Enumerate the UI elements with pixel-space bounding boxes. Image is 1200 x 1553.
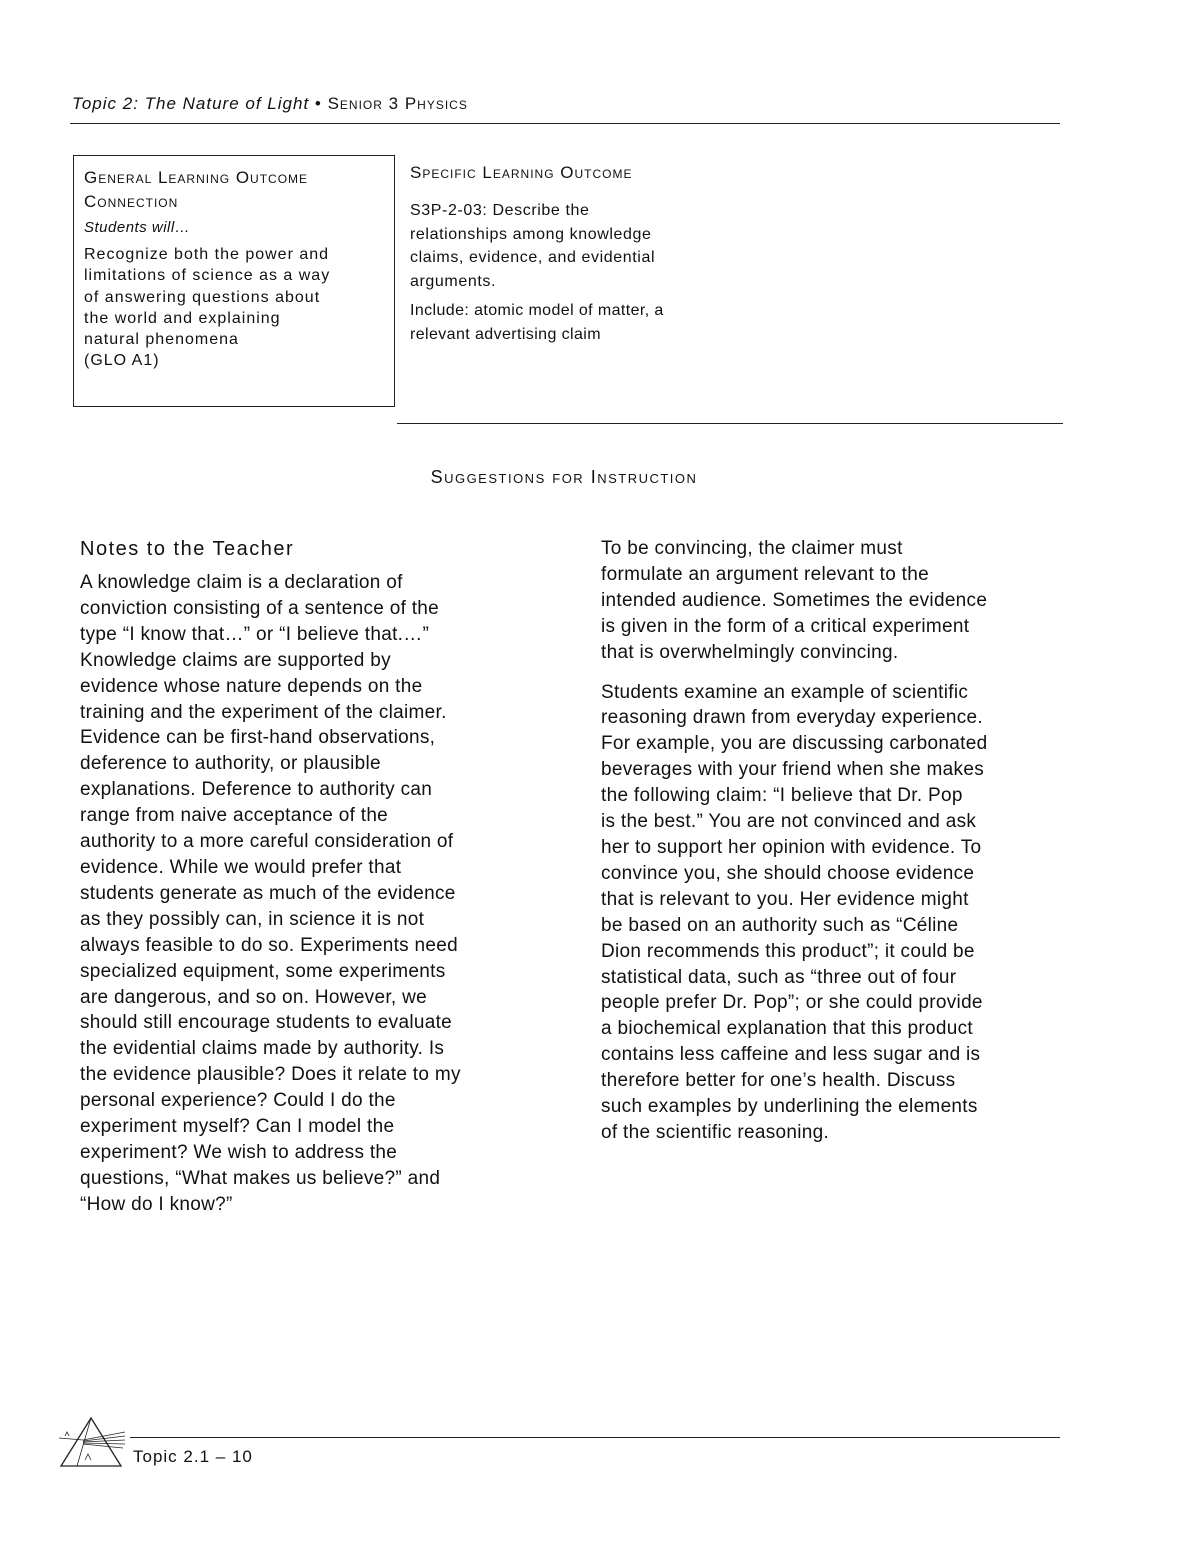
prism-logo-icon [57,1414,127,1470]
header-topic: Topic 2: The Nature of Light [72,94,310,113]
glo-students-will: Students will… [84,219,191,236]
slo-include: Include: atomic model of matter, a relevant advertising claim [410,302,664,343]
glo-box [73,155,395,407]
page-number: Topic 2.1 – 10 [133,1447,253,1466]
left-column [80,536,540,1232]
running-header [72,94,468,114]
footer-rule [130,1437,1060,1438]
glo-text: Recognize both the power and limitations of science as a way of answering questions about the world and explaining natural phenomena (GLO A1) [84,246,331,370]
right-paragraph-2: Students examine an example of scientific reasoning drawn from everyday experience. For example, you are discussing carbonated beverages with your friend when she makes the following claim: “I believe that Dr. Pop is the best.” You are not convinced and ask her to support her opinion with evidence. To convince you, she should choose evidence that is relevant to you. Her evidence might be based on an authority such as “Céline Dion recommends this product”; it could be statistical data, such as “three out of four people prefer Dr. Pop”; or she could provide a biochemical explanation that this product contains less caffeine and less sugar and is therefore better for one’s health. Discuss such examples by underlining the elements of the scientific reasoning. [601,681,988,1143]
glo-heading: General Learning Outcome Connection [84,168,309,211]
header-separator: • [309,94,328,113]
slo-text: S3P-2-03: Describe the relationships among knowledge claims, evidence, and evidential arguments. [410,202,656,290]
slo-block [410,163,710,346]
slo-rule [397,423,1063,424]
right-paragraph-1: To be convincing, the claimer must formulate an argument relevant to the intended audience. Sometimes the evidence is given in the form of a critical experiment that is overwhelmingly convincing. [601,538,988,663]
section-heading: Suggestions for Instruction [430,467,698,487]
header-course: Senior 3 Physics [327,94,468,113]
right-column [601,536,1061,1160]
slo-heading: Specific Learning Outcome [410,163,633,182]
header-rule [70,123,1060,124]
notes-heading: Notes to the Teacher [80,538,295,560]
notes-paragraph: A knowledge claim is a declaration of conviction consisting of a sentence of the type “I know that…” or “I believe that.…” Knowledge claims are supported by evidence whose nature depends on the training and the experiment of the claimer. Evidence can be first-hand observations, deference to authority, or plausible explanations. Deference to authority can range from naive acceptance of the authority to a more careful consideration of evidence. While we would prefer that students generate as much of the evidence as they possibly can, in science it is not always feasible to do so. Experiments need specialized equipment, some experiments are dangerous, and so on. However, we should still encourage students to evaluate the evidential claims made by authority. Is the evidence plausible? Does it relate to my personal experience? Could I do the experiment myself? Can I model the experiment? We wish to address the questions, “What makes us believe?” and “How do I know?” [80,572,461,1215]
